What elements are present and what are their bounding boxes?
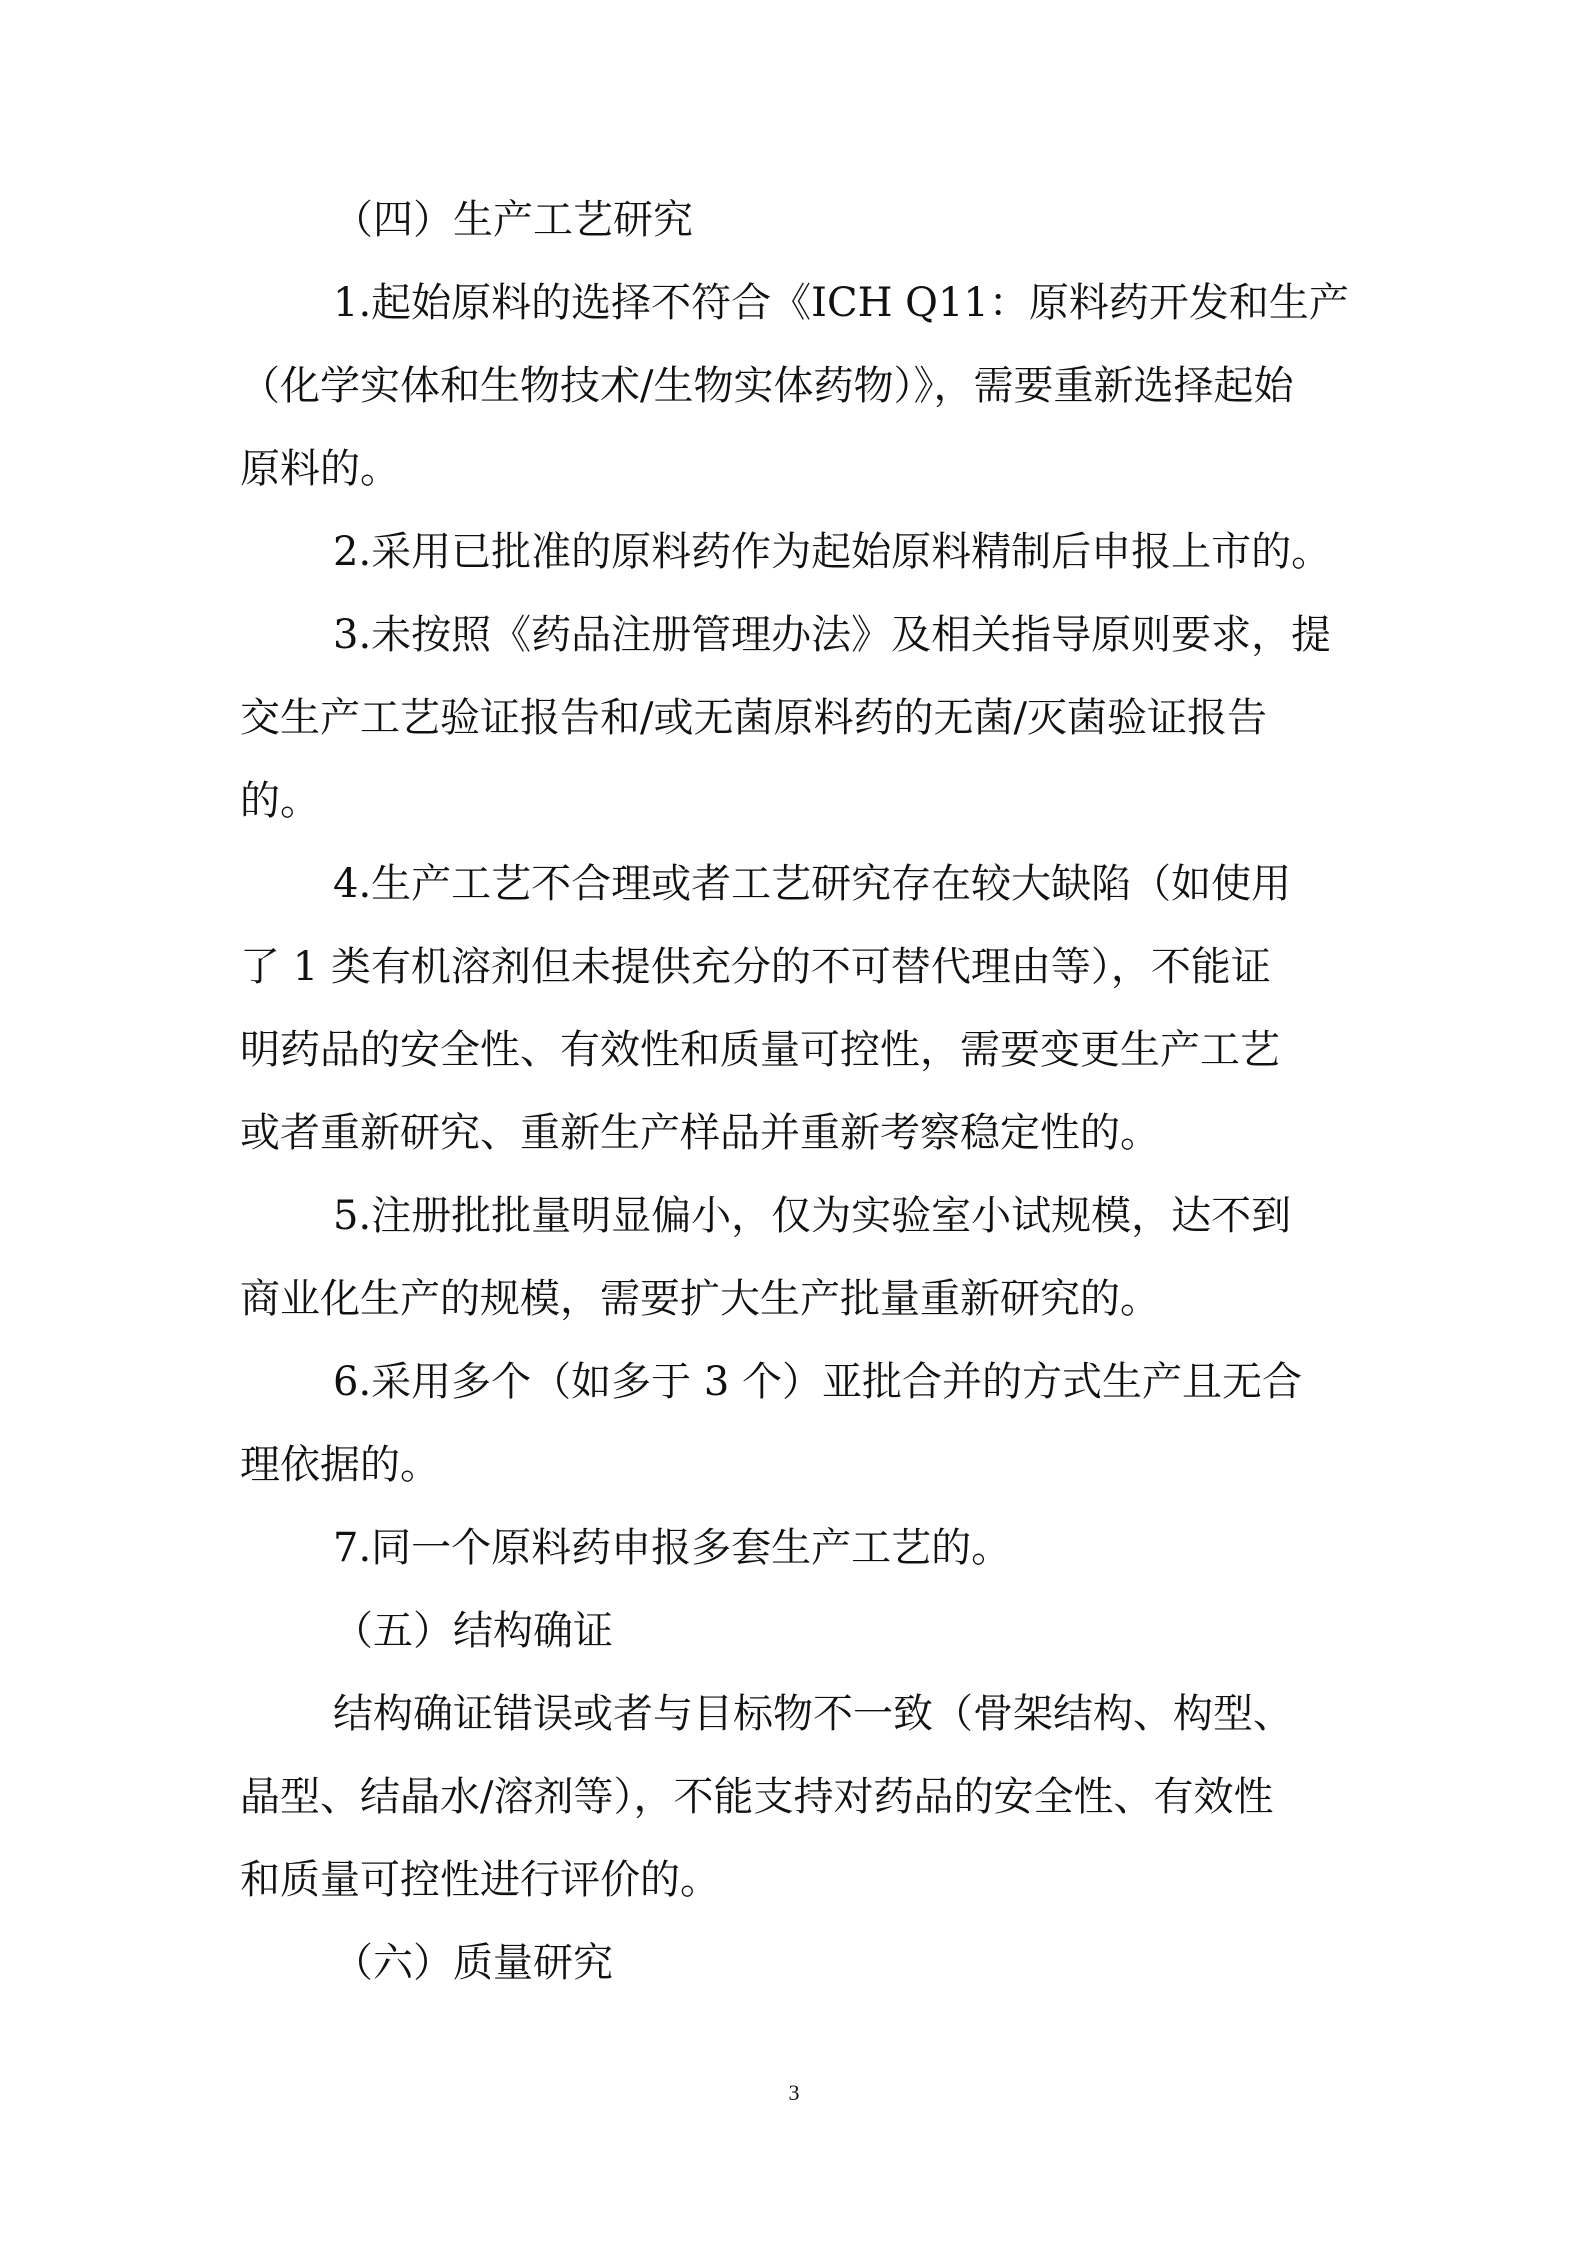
paragraph-line: 和质量可控性进行评价的。 bbox=[240, 1857, 720, 1903]
paragraph-line: 晶型、结晶水/溶剂等），不能支持对药品的安全性、有效性 bbox=[240, 1774, 1274, 1820]
paragraph-line: 6.采用多个（如多于 3 个）亚批合并的方式生产且无合 bbox=[333, 1359, 1303, 1405]
paragraph-line: 结构确证错误或者与目标物不一致（骨架结构、构型、 bbox=[333, 1691, 1293, 1737]
section-heading-quality-research: （六）质量研究 bbox=[333, 1940, 613, 1986]
paragraph-line: 商业化生产的规模，需要扩大生产批量重新研究的。 bbox=[240, 1276, 1160, 1322]
paragraph-line: 3.未按照《药品注册管理办法》及相关指导原则要求，提 bbox=[333, 612, 1332, 658]
paragraph-line: 交生产工艺验证报告和/或无菌原料药的无菌/灭菌验证报告 bbox=[240, 695, 1267, 741]
paragraph-line: 理依据的。 bbox=[240, 1442, 440, 1488]
paragraph-line: 1.起始原料的选择不符合《ICH Q11：原料药开发和生产 bbox=[333, 280, 1349, 326]
paragraph-line: 2.采用已批准的原料药作为起始原料精制后申报上市的。 bbox=[333, 529, 1332, 575]
paragraph-line: （化学实体和生物技术/生物实体药物）》，需要重新选择起始 bbox=[240, 363, 1294, 409]
paragraph-line: 了 1 类有机溶剂但未提供充分的不可替代理由等），不能证 bbox=[240, 944, 1271, 990]
paragraph-line: 明药品的安全性、有效性和质量可控性，需要变更生产工艺 bbox=[240, 1027, 1280, 1073]
section-heading-production-process: （四）生产工艺研究 bbox=[333, 197, 693, 243]
paragraph-line: 5.注册批批量明显偏小，仅为实验室小试规模，达不到 bbox=[333, 1193, 1292, 1239]
paragraph-line: 的。 bbox=[240, 778, 320, 824]
section-heading-structure-confirmation: （五）结构确证 bbox=[333, 1608, 613, 1654]
paragraph-line: 4.生产工艺不合理或者工艺研究存在较大缺陷（如使用 bbox=[333, 861, 1292, 907]
paragraph-line: 7.同一个原料药申报多套生产工艺的。 bbox=[333, 1525, 1012, 1571]
paragraph-line: 原料的。 bbox=[240, 446, 400, 492]
paragraph-line: 或者重新研究、重新生产样品并重新考察稳定性的。 bbox=[240, 1110, 1160, 1156]
page-number: 3 bbox=[788, 2080, 800, 2105]
